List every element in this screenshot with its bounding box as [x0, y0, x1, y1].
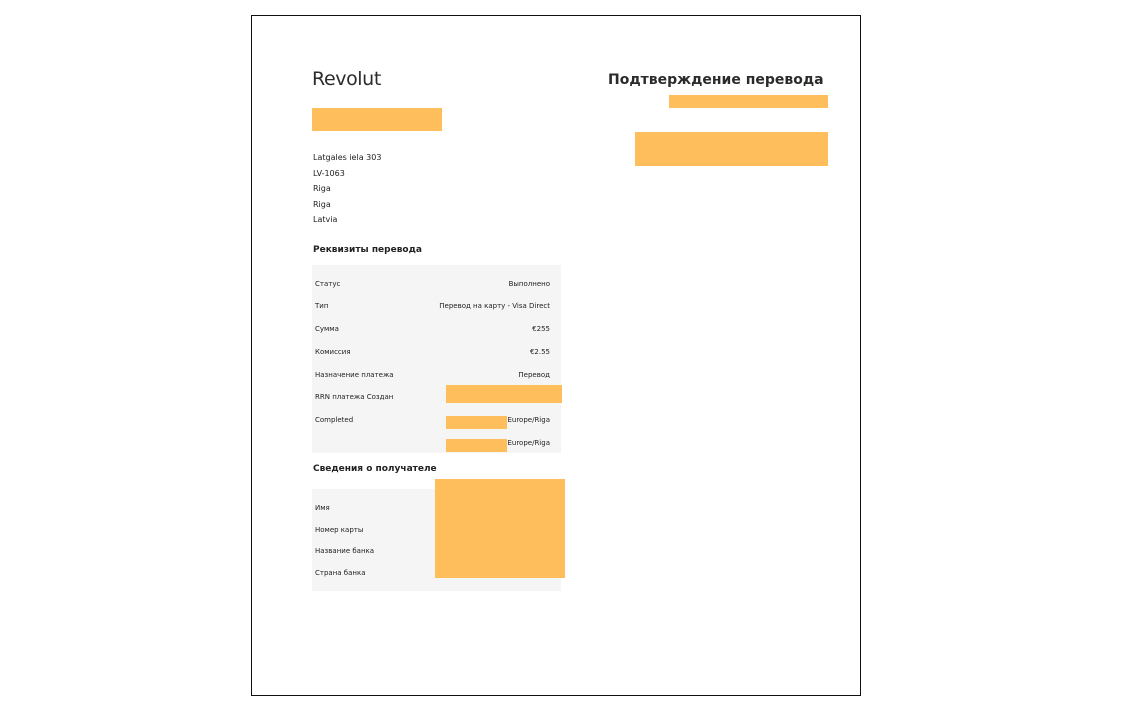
redacted-document-info: [635, 132, 828, 166]
detail-value: Перевод: [518, 371, 550, 379]
recipient-label: Имя: [315, 504, 330, 512]
detail-label: Тип: [315, 302, 329, 310]
detail-label: Комиссия: [315, 348, 351, 356]
sender-address: [313, 150, 381, 228]
redacted-completed-date: [446, 416, 507, 429]
detail-row-completed: [312, 414, 561, 428]
detail-label: Назначение платежа: [315, 371, 394, 379]
detail-label: Статус: [315, 280, 341, 288]
address-line: Latgales iela 303: [313, 153, 382, 162]
document-title: Подтверждение перевода: [608, 72, 824, 88]
document-page: [251, 15, 861, 696]
detail-value: Перевод на карту - Visa Direct: [439, 302, 550, 310]
recipient-heading: Сведения о получателе: [313, 464, 437, 474]
recipient-label: Номер карты: [315, 526, 364, 534]
redacted-recipient-values: [435, 479, 565, 578]
detail-value: Europe/Riga: [507, 416, 550, 424]
detail-label: Сумма: [315, 325, 339, 333]
address-line: Riga: [313, 184, 331, 194]
detail-row-created: [312, 437, 561, 451]
detail-label: Completed: [315, 416, 354, 424]
detail-row-purpose: [312, 369, 561, 383]
redacted-rrn-value: [446, 385, 562, 403]
detail-value: Europe/Riga: [507, 439, 550, 447]
recipient-label: Название банка: [315, 547, 375, 555]
detail-row-amount: [312, 323, 561, 337]
redacted-created-date: [446, 439, 507, 452]
transfer-details-heading: Реквизиты перевода: [313, 245, 422, 255]
detail-value: €255: [532, 325, 550, 333]
transfer-details-panel: [312, 265, 561, 453]
address-line: Riga: [313, 199, 331, 209]
detail-row-fee: [312, 346, 561, 360]
recipient-label: Страна банка: [315, 569, 366, 577]
detail-row-status: [312, 278, 561, 292]
revolut-logo: Revolut: [312, 68, 381, 90]
address-line: LV-1063: [313, 168, 345, 178]
redacted-sender-name: [312, 108, 442, 131]
address-line: Latvia: [313, 215, 338, 225]
redacted-document-meta: [669, 95, 828, 108]
detail-label: RRN платежа Создан: [315, 393, 394, 401]
detail-value: Выполнено: [508, 280, 550, 288]
detail-row-type: [312, 300, 561, 314]
detail-value: €2.55: [529, 348, 550, 356]
